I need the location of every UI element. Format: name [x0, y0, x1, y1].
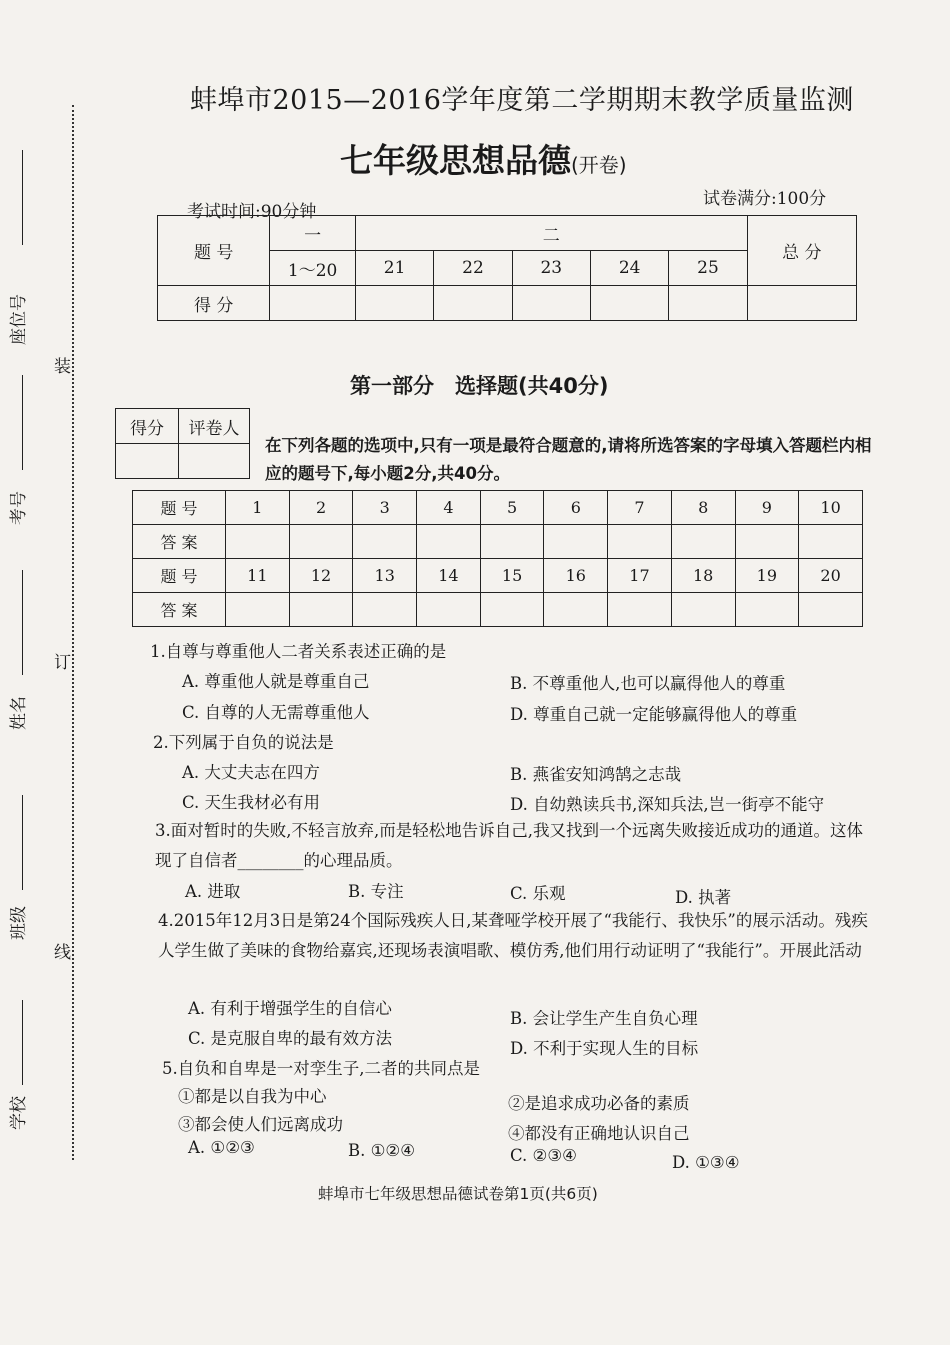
part-two-header: 二: [355, 216, 747, 251]
question-2-option-d: D. 自幼熟读兵书,深知兵法,岂一街亭不能守: [510, 795, 825, 814]
score-row2-label: 得 分: [158, 286, 270, 321]
question-5-option-c: C. ②③④: [510, 1146, 577, 1165]
question-number: 15: [480, 559, 544, 593]
question-number: 14: [417, 559, 481, 593]
question-number: 4: [417, 491, 481, 525]
answer-num-label: 题 号: [133, 491, 226, 525]
subject-note: (开卷): [571, 153, 627, 177]
score-col-5: 24: [590, 251, 668, 286]
question-number: 10: [799, 491, 863, 525]
seat-number-label: 座位号: [9, 294, 29, 345]
score-col-6: 25: [669, 251, 747, 286]
score-cell[interactable]: [512, 286, 590, 321]
answer-cell[interactable]: [671, 593, 735, 627]
answer-cell[interactable]: [735, 525, 799, 559]
school-rule: [22, 1000, 23, 1085]
question-number: 17: [608, 559, 672, 593]
answer-cell[interactable]: [417, 525, 481, 559]
question-1-option-a: A. 尊重他人就是尊重自己: [182, 672, 370, 691]
answer-label: 答 案: [133, 525, 226, 559]
answer-cell[interactable]: [480, 593, 544, 627]
answer-cell[interactable]: [799, 525, 863, 559]
question-3-option-a: A. 进取: [185, 882, 241, 901]
question-2-stem: 2.下列属于自负的说法是: [153, 733, 334, 752]
question-5-item-3: ③都会使人们远离成功: [178, 1115, 343, 1134]
section-instruction: 在下列各题的选项中,只有一项是最符合题意的,请将所选答案的字母填入答题栏内相应的题号下,每小题2分,共40分。: [265, 436, 872, 483]
binding-dotted-line: [72, 105, 74, 1160]
question-3-stem: 3.面对暂时的失败,不轻言放弃,而是轻松地告诉自己,我又找到一个远离失败接近成功的通道。这体现了自信者________的心理品质。: [155, 821, 863, 870]
question-5-option-d: D. ①③④: [672, 1153, 740, 1172]
score-cell[interactable]: [590, 286, 668, 321]
binding-char-xian: 线: [54, 943, 71, 963]
question-4-option-a: A. 有利于增强学生的自信心: [188, 999, 392, 1018]
score-col-2: 21: [355, 251, 433, 286]
score-table: [157, 215, 857, 321]
question-number: 5: [480, 491, 544, 525]
answer-cell[interactable]: [799, 593, 863, 627]
question-4-option-b: B. 会让学生产生自负心理: [510, 1009, 698, 1028]
question-number: 20: [799, 559, 863, 593]
answer-table: [132, 490, 863, 627]
question-2-option-a: A. 大丈夫志在四方: [182, 763, 320, 782]
exam-number-label: 考号: [9, 491, 29, 525]
grader-person-cell[interactable]: [179, 444, 250, 479]
question-3-option-c: C. 乐观: [510, 884, 566, 903]
part-one-header: 一: [270, 216, 356, 251]
score-cell[interactable]: [355, 286, 433, 321]
answer-cell[interactable]: [353, 593, 417, 627]
answer-cell[interactable]: [417, 593, 481, 627]
question-number: 2: [289, 491, 353, 525]
answer-cell[interactable]: [544, 525, 608, 559]
answer-cell[interactable]: [226, 593, 290, 627]
question-number: 18: [671, 559, 735, 593]
question-number: 1: [226, 491, 290, 525]
question-number: 16: [544, 559, 608, 593]
question-5-item-2: ②是追求成功必备的素质: [508, 1094, 690, 1113]
grader-box: [115, 408, 250, 479]
question-5-item-1: ①都是以自我为中心: [178, 1087, 327, 1106]
exam-time: 考试时间:90分钟: [187, 202, 317, 222]
question-1-option-d: D. 尊重自己就一定能够赢得他人的尊重: [510, 705, 798, 724]
question-3-option-b: B. 专注: [348, 882, 404, 901]
answer-cell[interactable]: [226, 525, 290, 559]
question-4-option-d: D. 不利于实现人生的目标: [510, 1039, 699, 1058]
question-5-stem: 5.自负和自卑是一对孪生子,二者的共同点是: [162, 1059, 480, 1078]
school-label: 学校: [9, 1096, 29, 1130]
answer-cell[interactable]: [608, 593, 672, 627]
score-col-3: 22: [434, 251, 512, 286]
answer-label: 答 案: [133, 593, 226, 627]
question-3-option-d: D. 执著: [675, 888, 732, 907]
score-cell[interactable]: [434, 286, 512, 321]
question-5-item-4: ④都没有正确地认识自己: [508, 1124, 690, 1143]
question-number: 7: [608, 491, 672, 525]
class-label: 班级: [9, 906, 29, 940]
question-4-stem: 4.2015年12月3日是第24个国际残疾人日,某聋哑学校开展了“我能行、我快乐”的展示活动。残疾人学生做了美味的食物给嘉宾,还现场表演唱歌、模仿秀,他们用行动证明了“我能行”。开展此活动: [158, 911, 868, 960]
score-cell[interactable]: [669, 286, 747, 321]
question-1-option-c: C. 自尊的人无需尊重他人: [182, 703, 370, 722]
question-number: 6: [544, 491, 608, 525]
question-1-stem: 1.自尊与尊重他人二者关系表述正确的是: [150, 642, 447, 661]
question-4-option-c: C. 是克服自卑的最有效方法: [188, 1029, 393, 1048]
seat-number-rule: [22, 150, 23, 245]
question-number: 13: [353, 559, 417, 593]
score-row-label: 题 号: [158, 216, 270, 286]
question-2-option-c: C. 天生我材必有用: [182, 793, 321, 812]
question-number: 9: [735, 491, 799, 525]
question-5-option-a: A. ①②③: [188, 1138, 255, 1157]
subject-title: [340, 135, 627, 182]
score-col-4: 23: [512, 251, 590, 286]
question-number: 11: [226, 559, 290, 593]
question-5-option-b: B. ①②④: [348, 1141, 415, 1160]
answer-num-label: 题 号: [133, 559, 226, 593]
page-footer: 蚌埠市七年级思想品德试卷第1页(共6页): [318, 1185, 598, 1203]
answer-cell[interactable]: [735, 593, 799, 627]
name-rule: [22, 570, 23, 675]
score-col-1: 1～20: [270, 251, 356, 286]
class-rule: [22, 795, 23, 890]
question-number: 8: [671, 491, 735, 525]
question-number: 19: [735, 559, 799, 593]
answer-cell[interactable]: [289, 525, 353, 559]
question-2-option-b: B. 燕雀安知鸿鹄之志哉: [510, 765, 682, 784]
answer-cell[interactable]: [289, 593, 353, 627]
exam-title: 蚌埠市2015—2016学年度第二学期期末教学质量监测: [190, 85, 854, 116]
exam-number-rule: [22, 375, 23, 470]
binding-char-ding: 订: [54, 653, 71, 673]
question-number: 12: [289, 559, 353, 593]
score-cell[interactable]: [270, 286, 356, 321]
answer-cell[interactable]: [353, 525, 417, 559]
answer-cell[interactable]: [608, 525, 672, 559]
answer-cell[interactable]: [671, 525, 735, 559]
grader-score-label: 得分: [116, 409, 179, 444]
total-header: 总 分: [747, 216, 856, 286]
total-score-cell[interactable]: [747, 286, 856, 321]
grader-person-label: 评卷人: [179, 409, 250, 444]
question-1-option-b: B. 不尊重他人,也可以赢得他人的尊重: [510, 674, 786, 693]
binding-char-zhuang: 装: [54, 357, 71, 377]
grader-score-cell[interactable]: [116, 444, 179, 479]
subject-name: 七年级思想品德: [340, 141, 571, 180]
section-title: 第一部分 选择题(共40分): [350, 374, 609, 398]
answer-cell[interactable]: [544, 593, 608, 627]
name-label: 姓名: [9, 696, 29, 730]
question-number: 3: [353, 491, 417, 525]
full-score: 试卷满分:100分: [703, 189, 827, 209]
answer-cell[interactable]: [480, 525, 544, 559]
